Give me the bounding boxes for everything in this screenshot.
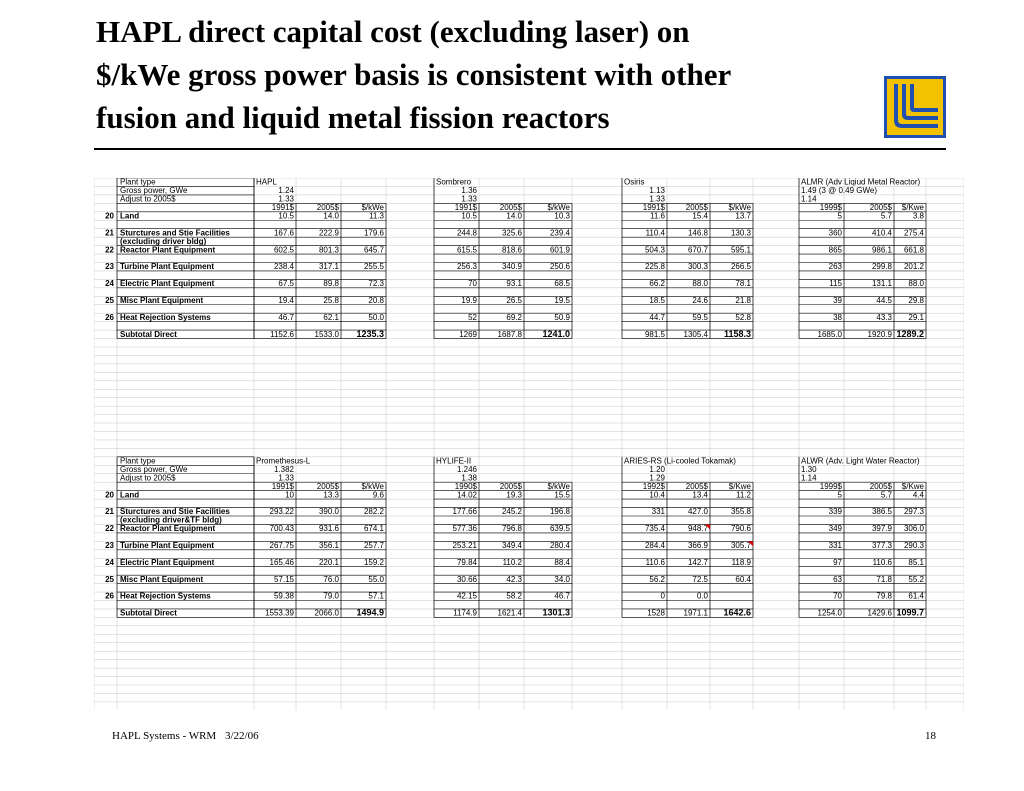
cell-value: 297.3 — [903, 507, 924, 517]
cell-value: 377.3 — [871, 541, 892, 550]
cell-value: 131.1 — [871, 279, 892, 289]
column-header: $/Kwe — [728, 481, 751, 491]
llnl-logo-icon — [884, 76, 946, 138]
subtotal-value: 1254.0 — [817, 608, 842, 618]
reactor-name: Osiris — [624, 178, 645, 187]
cell-value: 13.4 — [692, 490, 708, 500]
cell-value: 201.2 — [903, 262, 924, 272]
cell-value: 253.21 — [452, 541, 477, 550]
cell-value: 25.8 — [323, 295, 339, 305]
subtotal-value: 1687.8 — [497, 329, 522, 339]
cell-value: 245.2 — [501, 507, 522, 517]
reactor-name: ALMR (Adv Liqiud Metal Reactor) — [801, 178, 921, 187]
row-label: Reactor Plant Equipment — [120, 245, 216, 255]
gross-power-value: 1.382 — [273, 464, 294, 474]
cell-value: 29.1 — [908, 312, 924, 322]
cell-value: 59.5 — [692, 312, 708, 322]
cell-value: 24.6 — [692, 295, 708, 305]
cell-value: 700.43 — [269, 524, 294, 534]
row-number: 25 — [105, 295, 114, 305]
reactor-name: HAPL — [256, 178, 277, 187]
row-sublabel: (excluding driver bldg) — [120, 236, 207, 246]
cell-value: 602.5 — [273, 245, 294, 255]
cell-value: 255.5 — [363, 262, 384, 272]
cell-value: 42.15 — [456, 591, 477, 601]
row-label: Misc Plant Equipment — [120, 574, 204, 584]
column-header: $/kWe — [547, 481, 570, 491]
cell-value: 256.3 — [456, 262, 477, 272]
cell-value: 46.7 — [278, 312, 294, 322]
cell-value: 360 — [828, 228, 842, 238]
cell-value: 615.5 — [456, 245, 477, 255]
spreadsheet-image — [94, 178, 964, 710]
column-header: 2005$ — [869, 481, 892, 491]
subtotal-value: 1971.1 — [683, 608, 708, 618]
cell-value: 29.8 — [908, 295, 924, 305]
title-divider — [94, 148, 946, 150]
column-header: 1992$ — [642, 481, 665, 491]
column-header: 1990$ — [454, 481, 477, 491]
cell-value: 79.84 — [456, 557, 477, 567]
subtotal-value: 1494.9 — [356, 607, 384, 618]
row-label: Sturctures and Stie Facilities — [120, 507, 230, 517]
row-number: 26 — [105, 591, 114, 601]
cell-value: 5.7 — [880, 211, 892, 221]
row-sublabel: (excluding driver&TF bldg) — [120, 515, 222, 525]
cell-value: 577.36 — [452, 524, 477, 534]
cell-value: 66.2 — [649, 279, 665, 289]
header-label: Plant type — [120, 178, 156, 187]
cell-value: 284.4 — [644, 541, 665, 550]
cell-value: 26.5 — [506, 295, 522, 305]
cell-value: 801.3 — [318, 245, 339, 255]
slide-title — [96, 10, 856, 139]
column-header: 1999$ — [819, 481, 842, 491]
row-number: 24 — [105, 557, 114, 567]
cell-value: 85.1 — [908, 557, 924, 567]
cell-value: 159.2 — [363, 557, 384, 567]
cell-value: 305.7 — [730, 541, 751, 550]
row-label: Reactor Plant Equipment — [120, 524, 216, 534]
cell-value: 68.5 — [554, 279, 570, 289]
subtotal-value: 1553.39 — [265, 608, 294, 618]
cell-value: 266.5 — [730, 262, 751, 272]
cell-value: 290.3 — [903, 541, 924, 550]
cell-value: 88.0 — [692, 279, 708, 289]
cell-value: 5 — [837, 490, 842, 500]
page-number: 18 — [925, 730, 936, 742]
cell-value: 39 — [833, 295, 842, 305]
cell-value: 34.0 — [554, 574, 570, 584]
cell-value: 30.66 — [456, 574, 477, 584]
reactor-name: ALWR (Adv. Light Water Reactor) — [801, 456, 920, 466]
cell-value: 79.8 — [876, 591, 892, 601]
row-label: Turbine Plant Equipment — [120, 541, 215, 550]
cell-value: 293.22 — [269, 507, 294, 517]
cell-value: 595.1 — [730, 245, 751, 255]
cell-value: 60.4 — [735, 574, 751, 584]
row-label: Heat Rejection Systems — [120, 591, 211, 601]
header-label: Adjust to 2005$ — [120, 473, 176, 483]
cell-value: 931.6 — [318, 524, 339, 534]
cell-value: 504.3 — [644, 245, 665, 255]
cell-value: 79.0 — [323, 591, 339, 601]
footer — [112, 730, 265, 742]
title-line-1: HAPL direct capital cost (excluding laser) on — [96, 14, 690, 49]
column-header: $/kWe — [361, 203, 384, 212]
cell-value: 20.8 — [368, 295, 384, 305]
cell-value: 62.1 — [323, 312, 339, 322]
subtotal-value: 1528 — [647, 608, 665, 618]
row-number: 21 — [105, 507, 114, 517]
cell-value: 97 — [833, 557, 842, 567]
row-number: 24 — [105, 279, 114, 289]
reactor-name: Sombrero — [436, 178, 472, 187]
adjust-factor-value: 1.33 — [278, 473, 294, 483]
cell-value: 796.8 — [501, 524, 522, 534]
subtotal-value: 1235.3 — [356, 328, 384, 339]
cell-value: 43.3 — [876, 312, 892, 322]
cell-value: 69.2 — [506, 312, 522, 322]
cell-value: 225.8 — [644, 262, 665, 272]
footer-date: 3/22/06 — [224, 730, 259, 742]
cell-value: 146.8 — [687, 228, 708, 238]
cell-value: 142.7 — [687, 557, 708, 567]
cell-value: 13.3 — [323, 490, 339, 500]
subtotal-value: 1920.9 — [867, 329, 892, 339]
cell-value: 110.6 — [645, 557, 665, 567]
reactor-name: HYLIFE-II — [436, 456, 472, 466]
cell-value: 56.2 — [649, 574, 665, 584]
row-label: Sturctures and Stie Facilities — [120, 228, 230, 238]
title-line-2: $/kWe gross power basis is consistent with other — [96, 57, 732, 92]
column-header: 1991$ — [271, 203, 294, 212]
cell-value: 110.4 — [645, 228, 665, 238]
title-line-3: fusion and liquid metal fission reactors — [96, 100, 610, 135]
cell-value: 790.6 — [730, 524, 751, 534]
column-header: $/Kwe — [901, 481, 924, 491]
subtotal-label: Subtotal Direct — [120, 329, 177, 339]
header-label: Gross power, GWe — [120, 186, 188, 196]
cell-value: 179.6 — [363, 228, 384, 238]
reactor-name: Promethesus-L — [256, 456, 311, 466]
column-header: 2005$ — [685, 481, 708, 491]
cell-value: 390.0 — [318, 507, 339, 517]
cell-value: 257.7 — [363, 541, 384, 550]
column-header: $/Kwe — [901, 203, 924, 212]
cell-value: 50.0 — [368, 312, 384, 322]
row-label: Heat Rejection Systems — [120, 312, 211, 322]
header-label: Plant type — [120, 456, 156, 466]
row-number: 22 — [105, 245, 114, 255]
cell-value: 263 — [828, 262, 842, 272]
cell-value: 10 — [285, 490, 294, 500]
cell-value: 10.3 — [554, 211, 570, 221]
gross-power-value: 1.30 — [801, 464, 817, 474]
column-header: 2005$ — [869, 203, 892, 212]
subtotal-value: 1241.0 — [542, 328, 570, 339]
cell-value: 674.1 — [363, 524, 384, 534]
row-label: Land — [120, 211, 140, 221]
cell-value: 63 — [833, 574, 842, 584]
cell-value: 88.4 — [554, 557, 570, 567]
cell-value: 250.6 — [549, 262, 570, 272]
gross-power-value: 1.49 (3 @ 0.49 GWe) — [801, 186, 878, 196]
subtotal-value: 1305.4 — [683, 329, 708, 339]
cell-value: 222.9 — [318, 228, 339, 238]
column-header: $/kWe — [728, 203, 751, 212]
cell-value: 118.9 — [731, 557, 751, 567]
cell-value: 72.3 — [368, 279, 384, 289]
header-label: Gross power, GWe — [120, 464, 188, 474]
cell-value: 177.66 — [452, 507, 477, 517]
cell-value: 325.6 — [501, 228, 522, 238]
cell-value: 88.0 — [908, 279, 924, 289]
cell-value: 55.0 — [368, 574, 384, 584]
cell-value: 306.0 — [903, 524, 924, 534]
column-header: $/kWe — [361, 481, 384, 491]
cell-value: 52.8 — [735, 312, 751, 322]
cell-value: 19.9 — [461, 295, 477, 305]
cell-value: 130.3 — [730, 228, 751, 238]
cell-value: 70 — [833, 591, 842, 601]
cell-value: 196.8 — [549, 507, 570, 517]
column-header: 1991$ — [454, 203, 477, 212]
column-header: 2005$ — [499, 203, 522, 212]
adjust-factor-value: 1.29 — [649, 473, 665, 483]
cell-value: 11.6 — [650, 211, 665, 221]
subtotal-value: 1642.6 — [723, 607, 751, 618]
cell-value: 57.15 — [273, 574, 294, 584]
cell-value: 44.5 — [876, 295, 892, 305]
column-header: 2005$ — [685, 203, 708, 212]
cell-value: 865 — [828, 245, 842, 255]
row-label: Land — [120, 490, 140, 500]
cell-value: 670.7 — [687, 245, 708, 255]
cell-value: 282.2 — [363, 507, 384, 517]
row-number: 20 — [105, 211, 114, 221]
subtotal-value: 1289.2 — [896, 328, 924, 339]
gross-power-value: 1.24 — [278, 186, 294, 196]
cell-value: 19.3 — [506, 490, 522, 500]
cell-value: 366.9 — [687, 541, 708, 550]
row-number: 26 — [105, 312, 114, 322]
subtotal-value: 981.5 — [644, 329, 665, 339]
cell-value: 0 — [660, 591, 665, 601]
column-header: 1999$ — [819, 203, 842, 212]
cell-value: 410.4 — [871, 228, 892, 238]
row-label: Turbine Plant Equipment — [120, 262, 215, 272]
cell-value: 331 — [651, 507, 665, 517]
subtotal-value: 1685.0 — [817, 329, 842, 339]
column-header: 1991$ — [271, 481, 294, 491]
cell-value: 10.5 — [461, 211, 477, 221]
cell-value: 427.0 — [687, 507, 708, 517]
adjust-factor-value: 1.33 — [278, 194, 294, 204]
gross-power-value: 1.13 — [649, 186, 665, 196]
cell-value: 300.3 — [687, 262, 708, 272]
header-label: Adjust to 2005$ — [120, 194, 176, 204]
cell-value: 165.46 — [269, 557, 294, 567]
cell-value: 9.6 — [372, 490, 384, 500]
cell-value: 167.6 — [273, 228, 294, 238]
subtotal-value: 1301.3 — [542, 607, 570, 618]
row-number: 20 — [105, 490, 114, 500]
cell-value: 238.4 — [273, 262, 294, 272]
cell-value: 299.8 — [871, 262, 892, 272]
cell-value: 4.4 — [912, 490, 924, 500]
cell-value: 3.8 — [912, 211, 924, 221]
gross-power-value: 1.36 — [461, 186, 477, 196]
cell-value: 46.7 — [554, 591, 570, 601]
cell-value: 948.7 — [687, 524, 708, 534]
cell-value: 267.75 — [269, 541, 294, 550]
subtotal-value: 1099.7 — [896, 607, 924, 618]
cell-value: 19.5 — [554, 295, 570, 305]
column-header: $/kWe — [547, 203, 570, 212]
cell-value: 14.02 — [456, 490, 477, 500]
cell-value: 239.4 — [549, 228, 570, 238]
cell-value: 349 — [828, 524, 842, 534]
row-number: 21 — [105, 228, 114, 238]
cell-value: 317.1 — [318, 262, 339, 272]
row-number: 23 — [105, 541, 114, 550]
cell-value: 5.7 — [880, 490, 892, 500]
cell-value: 986.1 — [871, 245, 892, 255]
cell-value: 59.38 — [273, 591, 294, 601]
row-label: Electric Plant Equipment — [120, 557, 215, 567]
cell-value: 11.3 — [369, 211, 384, 221]
cell-value: 10.5 — [278, 211, 294, 221]
column-header: 2005$ — [316, 203, 339, 212]
cell-value: 61.4 — [908, 591, 924, 601]
cell-value: 76.0 — [323, 574, 339, 584]
cell-value: 10.4 — [649, 490, 665, 500]
cell-value: 397.9 — [871, 524, 892, 534]
cell-value: 661.8 — [903, 245, 924, 255]
cell-value: 19.4 — [278, 295, 294, 305]
subtotal-value: 1429.6 — [867, 608, 892, 618]
row-label: Electric Plant Equipment — [120, 279, 215, 289]
row-number: 25 — [105, 574, 114, 584]
subtotal-value: 1158.3 — [723, 328, 751, 339]
cell-value: 601.9 — [549, 245, 570, 255]
cell-value: 71.8 — [876, 574, 892, 584]
cell-value: 78.1 — [735, 279, 751, 289]
adjust-factor-value: 1.33 — [461, 194, 477, 204]
cell-value: 339 — [828, 507, 842, 517]
cell-value: 89.8 — [323, 279, 339, 289]
cell-value: 110.6 — [872, 557, 892, 567]
column-header: 2005$ — [316, 481, 339, 491]
cell-value: 735.4 — [644, 524, 665, 534]
reactor-name: ARIES-RS (Li-cooled Tokamak) — [624, 456, 736, 466]
footer-text: HAPL Systems - WRM — [112, 730, 217, 742]
cell-value: 356.1 — [318, 541, 339, 550]
column-header: 2005$ — [499, 481, 522, 491]
cell-value: 38 — [833, 312, 842, 322]
cell-value: 275.4 — [903, 228, 924, 238]
cell-value: 21.8 — [735, 295, 751, 305]
cell-value: 5 — [837, 211, 842, 221]
cell-value: 639.5 — [549, 524, 570, 534]
column-header: 1991$ — [642, 203, 665, 212]
cell-value: 52 — [468, 312, 477, 322]
cell-value: 15.4 — [692, 211, 708, 221]
cell-value: 72.5 — [692, 574, 708, 584]
cell-value: 57.1 — [368, 591, 384, 601]
adjust-factor-value: 1.33 — [649, 194, 665, 204]
subtotal-value: 1621.4 — [497, 608, 522, 618]
cell-value: 386.5 — [871, 507, 892, 517]
cell-value: 55.2 — [908, 574, 924, 584]
cell-value: 42.3 — [506, 574, 522, 584]
cell-value: 44.7 — [649, 312, 665, 322]
subtotal-value: 1533.0 — [314, 329, 339, 339]
subtotal-value: 2066.0 — [314, 608, 339, 618]
cell-value: 58.2 — [506, 591, 522, 601]
cell-value: 70 — [468, 279, 477, 289]
adjust-factor-value: 1.38 — [461, 473, 477, 483]
cell-value: 331 — [828, 541, 842, 550]
subtotal-value: 1152.6 — [270, 329, 294, 339]
cell-value: 818.6 — [501, 245, 522, 255]
cell-value: 15.5 — [554, 490, 570, 500]
cell-value: 110.2 — [502, 557, 522, 567]
cell-value: 244.8 — [456, 228, 477, 238]
gross-power-value: 1.20 — [649, 464, 665, 474]
cell-value: 645.7 — [363, 245, 384, 255]
cell-value: 14.0 — [323, 211, 339, 221]
cell-value: 349.4 — [501, 541, 522, 550]
cell-value: 115 — [829, 279, 842, 289]
cell-value: 220.1 — [318, 557, 339, 567]
cell-value: 11.2 — [736, 490, 751, 500]
cell-value: 67.5 — [278, 279, 294, 289]
cell-value: 14.0 — [506, 211, 522, 221]
subtotal-value: 1174.9 — [453, 608, 477, 618]
cell-value: 340.9 — [501, 262, 522, 272]
cell-value: 280.4 — [549, 541, 570, 550]
adjust-factor-value: 1.14 — [801, 194, 817, 204]
row-number: 23 — [105, 262, 114, 272]
subtotal-value: 1269 — [459, 329, 477, 339]
subtotal-label: Subtotal Direct — [120, 608, 177, 618]
cell-value: 50.9 — [554, 312, 570, 322]
row-number: 22 — [105, 524, 114, 534]
cell-value: 355.8 — [730, 507, 751, 517]
cell-value: 93.1 — [506, 279, 522, 289]
cell-value: 18.5 — [649, 295, 665, 305]
cell-value: 13.7 — [735, 211, 751, 221]
gross-power-value: 1.246 — [456, 464, 477, 474]
cell-value: 0.0 — [696, 591, 708, 601]
row-label: Misc Plant Equipment — [120, 295, 204, 305]
adjust-factor-value: 1.14 — [801, 473, 817, 483]
